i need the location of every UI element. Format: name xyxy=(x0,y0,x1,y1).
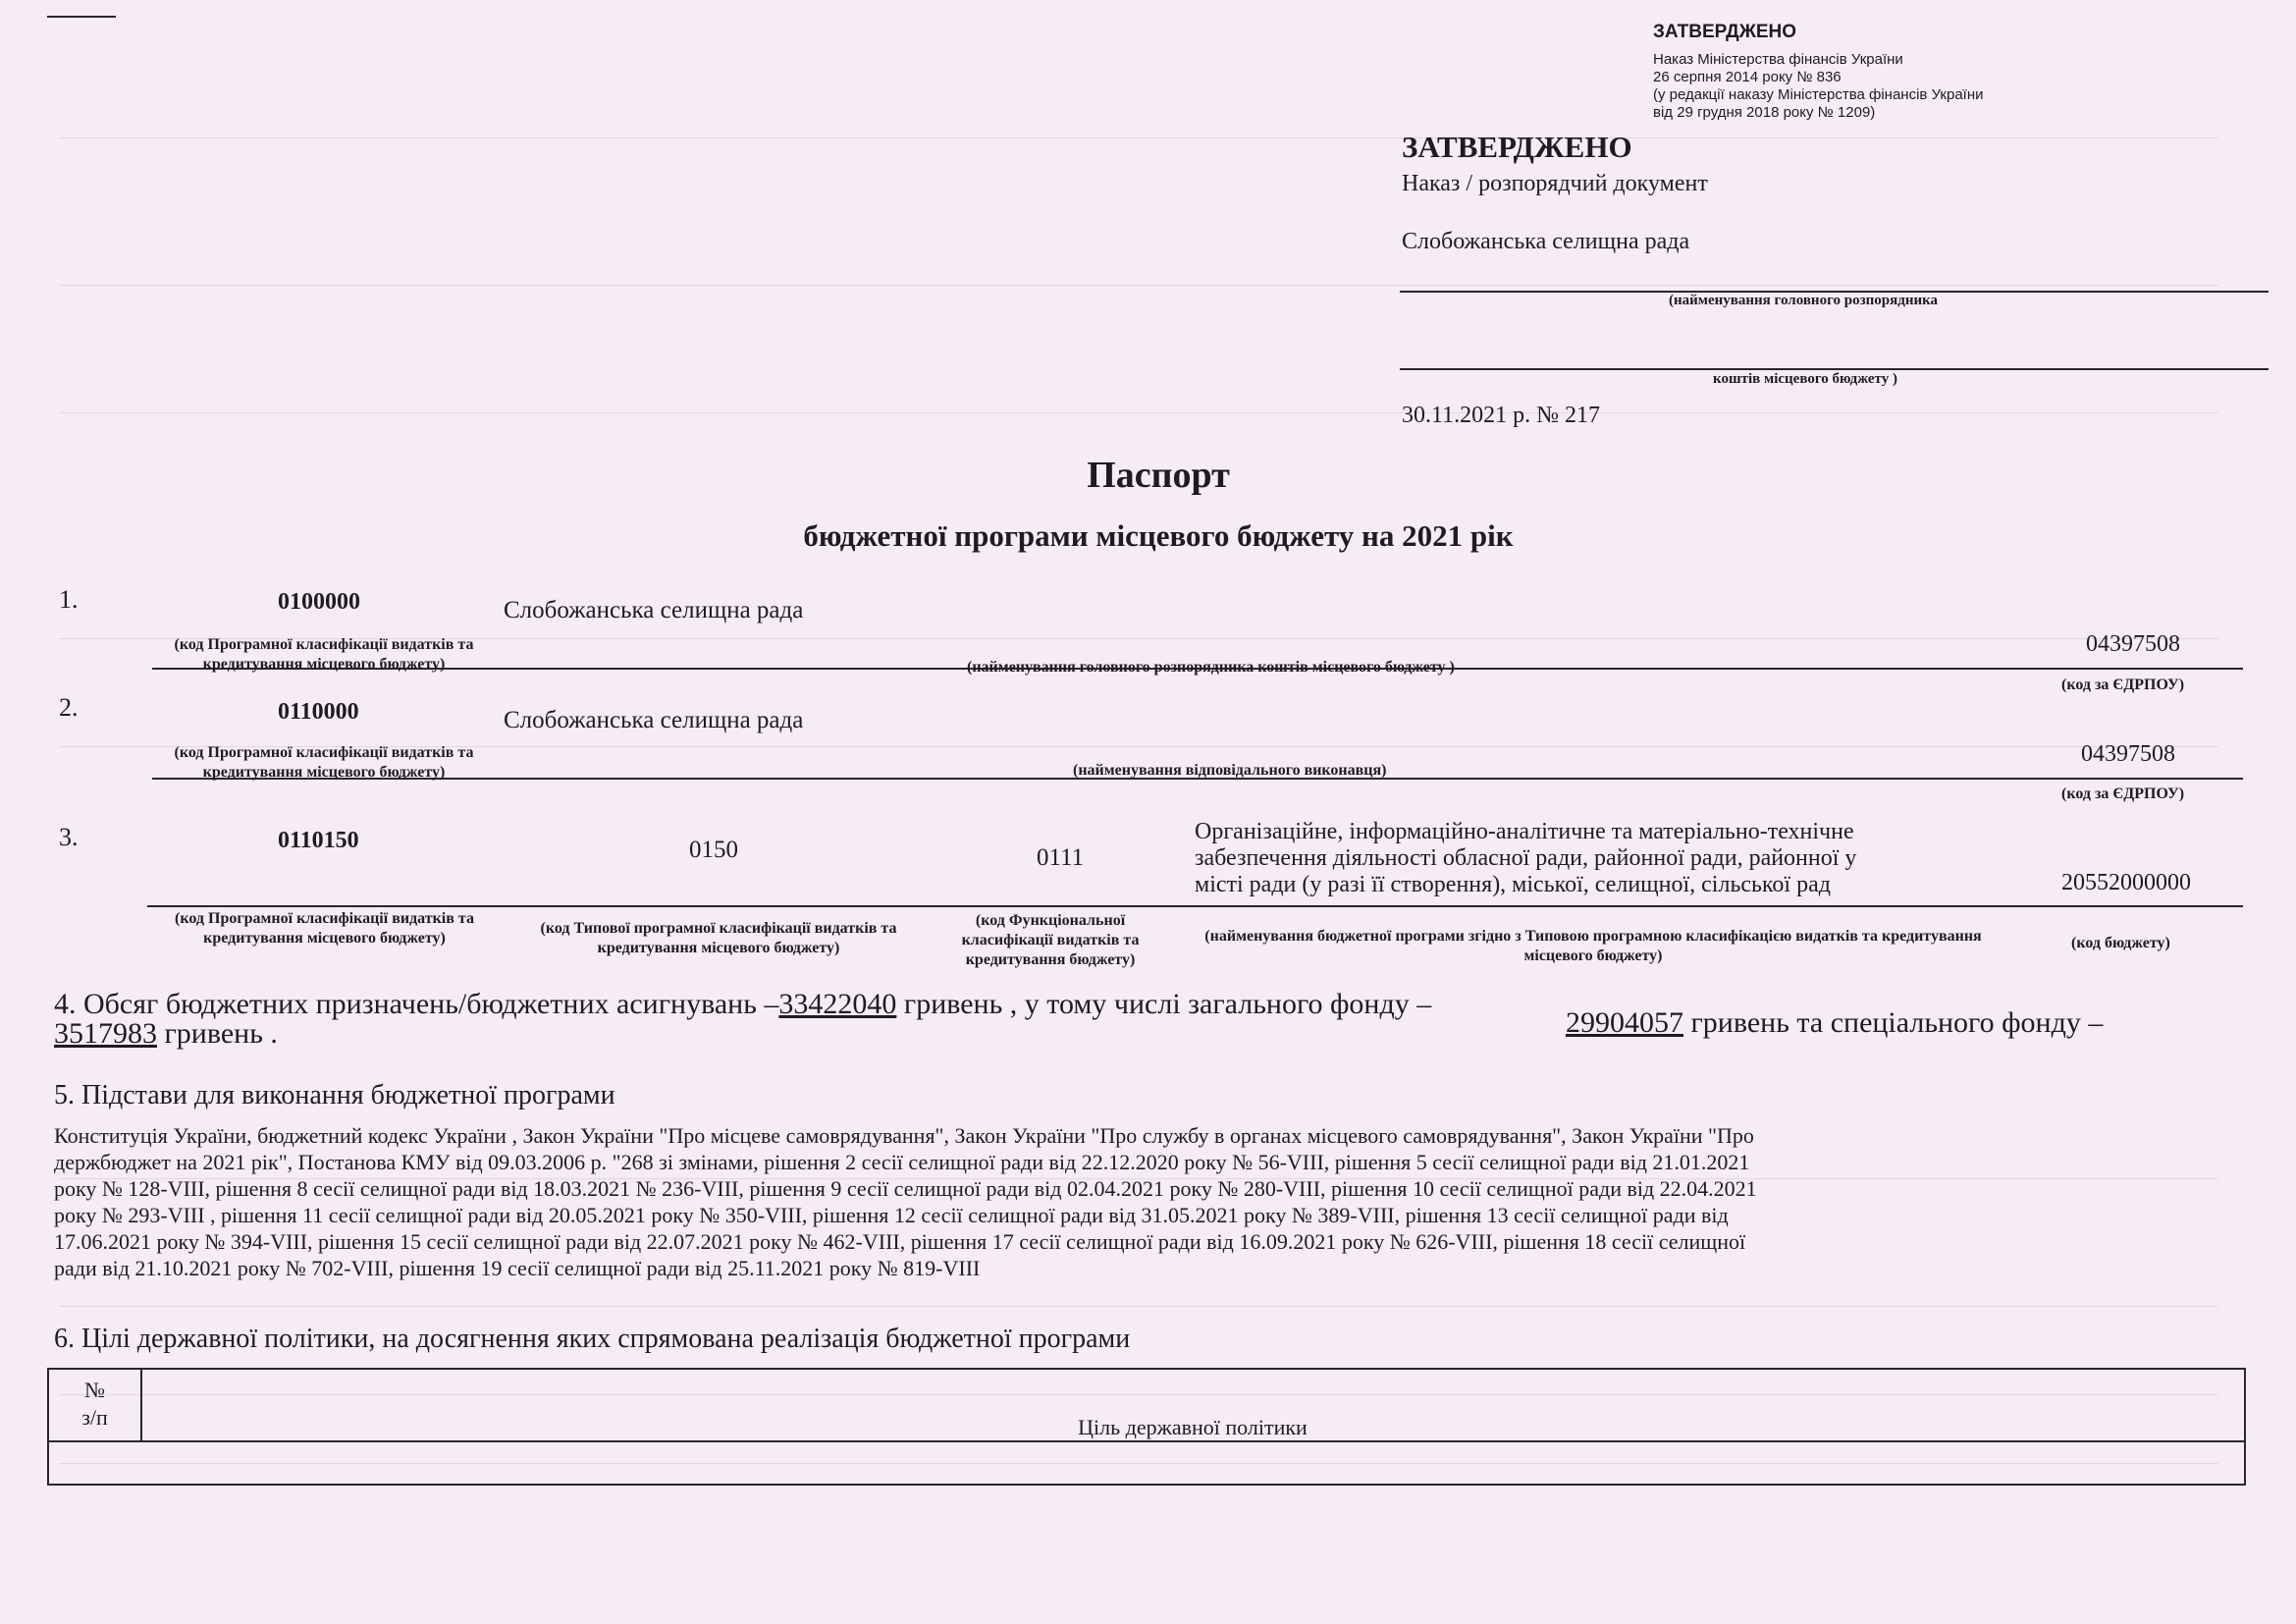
stamp-line: Наказ Міністерства фінансів України xyxy=(1653,51,1903,68)
stamp-line: від 29 грудня 2018 року № 1209) xyxy=(1653,104,1876,121)
special-fund-amount: 3517983 xyxy=(54,1017,157,1050)
basis-line: ради від 21.10.2021 року № 702-VIII, рішення 19 сесії селищної ради від 25.11.2021 року № 819-VIII xyxy=(54,1256,981,1280)
program-code: 0100000 xyxy=(278,589,360,615)
text: гривень . xyxy=(157,1017,278,1050)
approval-caption: коштів місцевого бюджету ) xyxy=(1713,371,1897,387)
budget-volume-line-1 xyxy=(54,988,1431,1021)
section-title: 5. Підстави для виконання бюджетної програми xyxy=(54,1080,615,1110)
field-caption: (код бюджету) xyxy=(2071,935,2170,951)
executor-name: Слобожанська селищна рада xyxy=(504,707,804,733)
corner-mark xyxy=(47,16,116,18)
field-caption: (найменування відповідального виконавця) xyxy=(1073,762,1387,779)
stamp-title: ЗАТВЕРДЖЕНО xyxy=(1653,22,1797,42)
approval-caption: (найменування головного розпорядника xyxy=(1669,293,1939,308)
stamp-line: 26 серпня 2014 року № 836 xyxy=(1653,69,1842,85)
item-number: 1. xyxy=(59,585,79,614)
field-caption: (код Типової програмної класифікації видатків та кредитування місцевого бюджету) xyxy=(540,920,897,956)
general-fund-amount: 29904057 xyxy=(1566,1006,1683,1039)
document-title: Паспорт xyxy=(1087,455,1230,496)
approval-organization: Слобожанська селищна рада xyxy=(1402,229,1690,254)
column-header-goal: Ціль державної політики xyxy=(1078,1415,1308,1439)
program-name-line: місті ради (у разі її створення), міської, селищної, сільської рад xyxy=(1195,872,1831,897)
total-amount: 33422040 xyxy=(778,988,897,1020)
budget-volume-line-1b xyxy=(1566,1006,2103,1040)
approval-title: ЗАТВЕРДЖЕНО xyxy=(1402,130,1632,164)
field-caption: (код Програмної класифікації видатків та кредитування місцевого бюджету) xyxy=(175,910,474,947)
approval-date-number: 30.11.2021 р. № 217 xyxy=(1402,403,1601,428)
budget-code: 20552000000 xyxy=(2061,870,2191,895)
field-caption: (найменування бюджетної програми згідно з Типовою програмною класифікацією видатків та кредитування місцевого бюджету) xyxy=(1204,928,1982,964)
item-number: 3. xyxy=(59,823,79,851)
field-caption: (код Програмної класифікації видатків та кредитування місцевого бюджету) xyxy=(174,636,474,673)
manager-name: Слобожанська селищна рада xyxy=(504,597,804,623)
field-caption: (найменування головного розпорядника коштів місцевого бюджету ) xyxy=(967,659,1455,676)
underline xyxy=(147,905,2243,907)
goals-table xyxy=(47,1368,2246,1486)
text: 4. Обсяг бюджетних призначень/бюджетних асигнувань – xyxy=(54,988,779,1020)
basis-line: 17.06.2021 року № 394-VIII, рішення 15 сесії селищної ради від 22.07.2021 року № 462-VIII, рішення 17 сесії селищної ради від 16.09.2021 року № 626-VIII, рішення 18 сесії селищної xyxy=(54,1229,1746,1254)
approval-doc-type: Наказ / розпорядчий документ xyxy=(1402,171,1708,196)
stamp-line: (у редакції наказу Міністерства фінансів України xyxy=(1653,86,1984,103)
column-header-number: № xyxy=(84,1378,105,1402)
typical-program-code: 0150 xyxy=(689,837,738,863)
program-name-line: Організаційне, інформаційно-аналітичне та матеріально-технічне xyxy=(1195,819,1854,844)
text: гривень та спеціального фонду – xyxy=(1683,1006,2104,1039)
program-name-line: забезпечення діяльності обласної ради, районної ради, районної у xyxy=(1195,845,1857,871)
edrpou-code: 04397508 xyxy=(2081,741,2175,767)
section-title: 6. Цілі державної політики, на досягнення яких спрямована реалізація бюджетної програми xyxy=(54,1324,1131,1354)
basis-line: року № 293-VIII , рішення 11 сесії селищної ради від 20.05.2021 року № 350-VIII, рішення 12 сесії селищної ради від 31.05.2021 року № 389-VIII, рішення 13 сесії селищної ради від xyxy=(54,1203,1729,1227)
underline xyxy=(1400,368,2269,370)
item-number: 2. xyxy=(59,693,79,722)
program-code: 0110150 xyxy=(278,828,359,853)
text: гривень , у тому числі загального фонду – xyxy=(896,988,1432,1020)
column-header-number: з/п xyxy=(81,1405,108,1430)
basis-line: Конституція України, бюджетний кодекс України , Закон України "Про місцеве самоврядування", Закон України "Про службу в органах місцевого самоврядування", Закон України "Про xyxy=(54,1123,1754,1148)
document-subtitle: бюджетної програми місцевого бюджету на 2021 рік xyxy=(803,518,1514,553)
goals-table-header-divider xyxy=(49,1440,2244,1442)
field-caption: (код за ЄДРПОУ) xyxy=(2061,785,2185,802)
program-code: 0110000 xyxy=(278,699,359,725)
field-caption: (код Функціональної класифікації видатків та кредитування бюджету) xyxy=(961,912,1140,968)
functional-code: 0111 xyxy=(1037,844,1085,871)
field-caption: (код за ЄДРПОУ) xyxy=(2061,677,2185,693)
field-caption: (код Програмної класифікації видатків та кредитування місцевого бюджету) xyxy=(174,744,474,781)
edrpou-code: 04397508 xyxy=(2086,631,2180,657)
basis-line: держбюджет на 2021 рік", Постанова КМУ від 09.03.2006 р. "268 зі змінами, рішення 2 сесії селищної ради від 22.12.2020 року № 56-VIII, рішення 5 сесії селищної ради від 21.01.2021 xyxy=(54,1150,1750,1174)
basis-line: року № 128-VIII, рішення 8 сесії селищної ради від 18.03.2021 № 236-VIII, рішення 9 сесії селищної ради від 02.04.2021 року № 280-VIII, рішення 10 сесії селищної ради від 22.04.2021 xyxy=(54,1176,1757,1201)
budget-volume-line-2 xyxy=(54,1017,278,1051)
